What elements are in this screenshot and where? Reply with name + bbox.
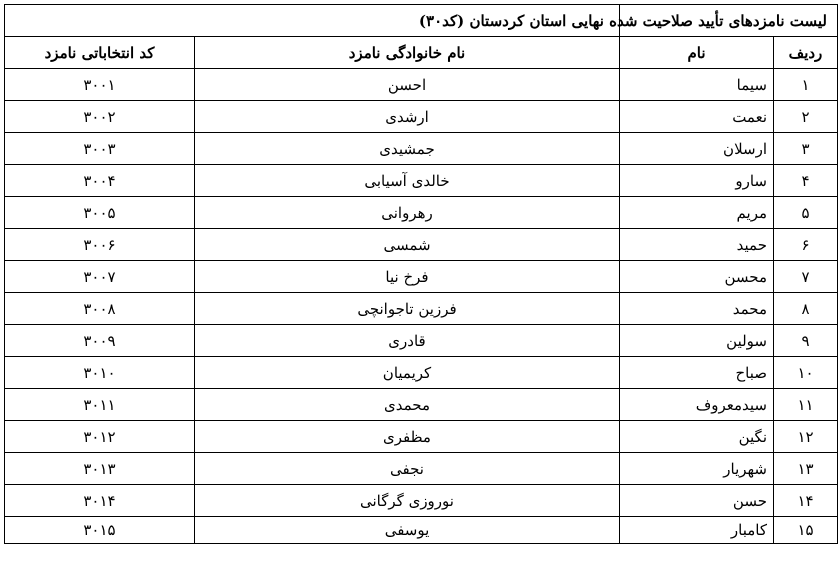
row-family-name-cell: مظفری: [195, 421, 620, 453]
row-index-cell: ۴: [774, 165, 838, 197]
table-row: [5, 133, 838, 165]
row-family-name-cell: احسن: [195, 69, 620, 101]
row-code-cell: ۳۰۱۴: [5, 485, 195, 517]
row-index-cell: ۵: [774, 197, 838, 229]
row-code-cell: ۳۰۰۲: [5, 101, 195, 133]
table-row: [5, 357, 838, 389]
row-first-name-cell: حسن: [620, 485, 774, 517]
row-first-name-cell: سیدمعروف: [620, 389, 774, 421]
row-first-name-cell: محمد: [620, 293, 774, 325]
row-first-name-cell: نگین: [620, 421, 774, 453]
row-family-name-cell: قادری: [195, 325, 620, 357]
row-first-name-cell: ارسلان: [620, 133, 774, 165]
row-code-cell: ۳۰۰۹: [5, 325, 195, 357]
row-first-name-cell: سارو: [620, 165, 774, 197]
table-row: [5, 101, 838, 133]
table-row: [5, 69, 838, 101]
row-code-cell: ۳۰۰۶: [5, 229, 195, 261]
row-family-name-cell: فرزین تاجوانچی: [195, 293, 620, 325]
row-index-cell: ۱: [774, 69, 838, 101]
row-code-cell: ۳۰۱۵: [5, 517, 195, 544]
table-row: [5, 485, 838, 517]
table-row: [5, 197, 838, 229]
row-first-name-cell: کامبار: [620, 517, 774, 544]
table-row: [5, 421, 838, 453]
table-row: [5, 325, 838, 357]
table-row: [5, 389, 838, 421]
header-first-name: نام: [620, 37, 774, 69]
candidates-table: [4, 4, 838, 544]
row-code-cell: ۳۰۱۱: [5, 389, 195, 421]
table-body: [5, 5, 838, 544]
row-code-cell: ۳۰۰۷: [5, 261, 195, 293]
table-row: [5, 517, 838, 544]
table-title: لیست نامزدهای تأیید صلاحیت شده نهایی استان کردستان (کد۳۰): [620, 5, 838, 37]
table-row: [5, 229, 838, 261]
row-first-name-cell: حمید: [620, 229, 774, 261]
row-first-name-cell: صباح: [620, 357, 774, 389]
row-index-cell: ۳: [774, 133, 838, 165]
row-index-cell: ۱۳: [774, 453, 838, 485]
row-code-cell: ۳۰۰۸: [5, 293, 195, 325]
row-first-name-cell: سیما: [620, 69, 774, 101]
row-index-cell: ۷: [774, 261, 838, 293]
row-index-cell: ۱۲: [774, 421, 838, 453]
row-family-name-cell: شمسی: [195, 229, 620, 261]
title-row: [5, 5, 838, 37]
row-first-name-cell: سولین: [620, 325, 774, 357]
row-first-name-cell: مریم: [620, 197, 774, 229]
table-row: [5, 165, 838, 197]
header-code: کد انتخاباتی نامزد: [5, 37, 195, 69]
row-family-name-cell: ارشدی: [195, 101, 620, 133]
row-first-name-cell: محسن: [620, 261, 774, 293]
header-index: ردیف: [774, 37, 838, 69]
table-row: [5, 453, 838, 485]
row-family-name-cell: نوروزی گرگانی: [195, 485, 620, 517]
row-code-cell: ۳۰۱۳: [5, 453, 195, 485]
row-code-cell: ۳۰۰۴: [5, 165, 195, 197]
row-code-cell: ۳۰۱۲: [5, 421, 195, 453]
row-index-cell: ۱۵: [774, 517, 838, 544]
row-first-name-cell: نعمت: [620, 101, 774, 133]
row-index-cell: ۱۱: [774, 389, 838, 421]
row-index-cell: ۸: [774, 293, 838, 325]
row-family-name-cell: یوسفی: [195, 517, 620, 544]
row-index-cell: ۲: [774, 101, 838, 133]
row-index-cell: ۱۴: [774, 485, 838, 517]
row-code-cell: ۳۰۰۱: [5, 69, 195, 101]
row-family-name-cell: جمشیدی: [195, 133, 620, 165]
row-code-cell: ۳۰۰۳: [5, 133, 195, 165]
row-first-name-cell: شهریار: [620, 453, 774, 485]
row-code-cell: ۳۰۱۰: [5, 357, 195, 389]
row-family-name-cell: نجفی: [195, 453, 620, 485]
row-family-name-cell: کریمیان: [195, 357, 620, 389]
row-family-name-cell: محمدی: [195, 389, 620, 421]
row-family-name-cell: خالدی آسیابی: [195, 165, 620, 197]
row-index-cell: ۶: [774, 229, 838, 261]
row-family-name-cell: رهروانی: [195, 197, 620, 229]
table-row: [5, 293, 838, 325]
row-index-cell: ۹: [774, 325, 838, 357]
header-family-name: نام خانوادگی نامزد: [195, 37, 620, 69]
row-index-cell: ۱۰: [774, 357, 838, 389]
table-row: [5, 261, 838, 293]
row-family-name-cell: فرخ نیا: [195, 261, 620, 293]
row-code-cell: ۳۰۰۵: [5, 197, 195, 229]
header-row: [5, 37, 838, 69]
